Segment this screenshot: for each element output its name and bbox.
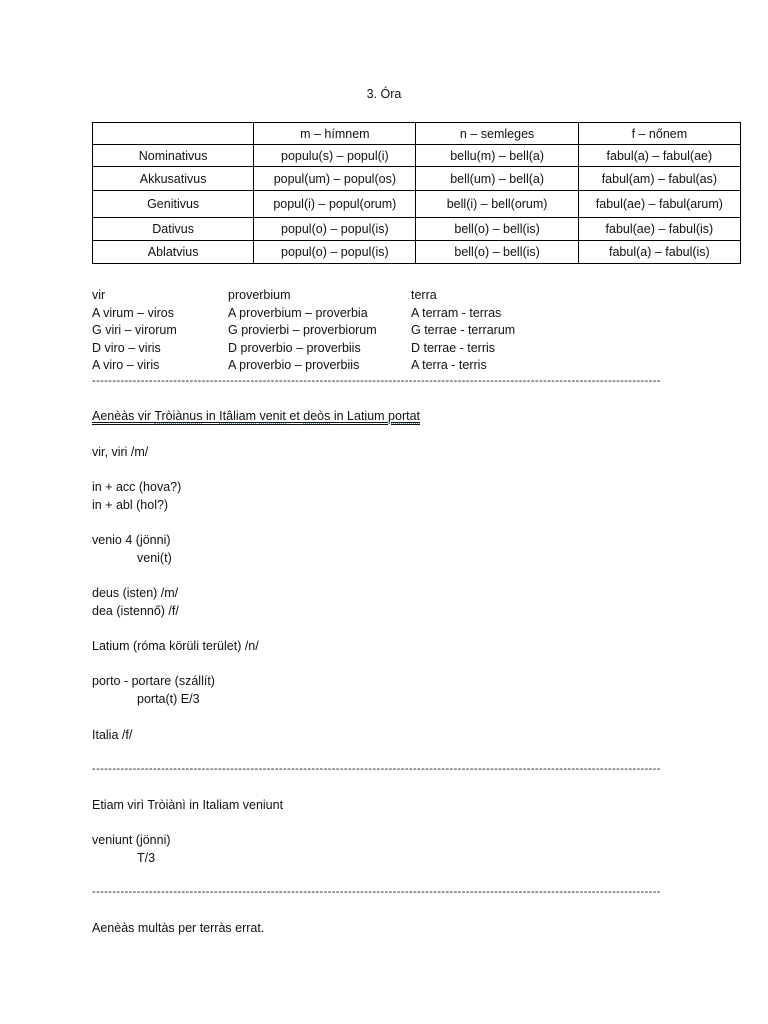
- paradigm-terra: [411, 287, 515, 375]
- separator-line: --------------------------------------------------------------------------------------------------------------------------------------------: [92, 886, 661, 898]
- table-cell: fabul(am) – fabul(as): [578, 167, 740, 191]
- vocab-note: veniunt (jönni): [92, 833, 171, 847]
- table-cell: fabul(ae) – fabul(arum): [578, 191, 740, 218]
- declension-table: [92, 122, 741, 264]
- table-cell: bell(o) – bell(is): [416, 241, 578, 264]
- paradigm-line: G terrae - terrarum: [411, 323, 516, 338]
- table-row: [93, 241, 741, 264]
- table-row: [93, 145, 741, 167]
- table-cell: bell(i) – bell(orum): [416, 191, 578, 218]
- page-title: 3. Óra: [366, 87, 402, 101]
- paradigm-line: G viri – virorum: [92, 323, 177, 338]
- paradigm-line: terra: [411, 288, 437, 302]
- paradigm-line: A terram - terras: [411, 305, 502, 320]
- word: venit: [259, 409, 286, 423]
- vocab-note: veni(t): [137, 551, 172, 565]
- table-cell: popul(um) – popul(os): [254, 167, 416, 191]
- vocab-note: Latium (róma körüli terület) /n/: [92, 639, 259, 653]
- paradigm-line: D proverbio – proverbiis: [228, 340, 361, 355]
- word: Itâliam: [219, 409, 256, 423]
- table-header-row: [93, 123, 741, 145]
- paradigm-line: proverbium: [228, 288, 291, 302]
- table-cell: fabul(a) – fabul(is): [578, 241, 740, 264]
- vocab-note: Italia /f/: [92, 728, 133, 742]
- separator-line: --------------------------------------------------------------------------------------------------------------------------------------------: [92, 375, 661, 387]
- table-header-cell: f – nőnem: [578, 123, 740, 145]
- vocab-note: in + acc (hova?): [92, 480, 182, 494]
- latin-sentence: [92, 409, 420, 423]
- latin-sentence: Etiam virì Tròiànì in Italiam veniunt: [92, 798, 284, 812]
- table-cell: fabul(ae) – fabul(is): [578, 218, 740, 241]
- vocab-note: porta(t) E/3: [137, 692, 200, 706]
- word: et: [285, 409, 304, 423]
- case-name-cell: Dativus: [93, 218, 254, 241]
- paradigm-line: A proverbio – proverbiis: [228, 358, 360, 373]
- paradigm-line: vir: [92, 288, 106, 302]
- case-name-cell: Nominativus: [93, 145, 254, 167]
- vocab-note: porto - portare (szállít): [92, 674, 215, 688]
- paradigm-vir: [92, 287, 177, 375]
- table-cell: bellu(m) – bell(a): [416, 145, 578, 167]
- paradigm-line: D viro – viris: [92, 340, 161, 355]
- table-row: [93, 218, 741, 241]
- table-cell: popul(o) – popul(is): [254, 241, 416, 264]
- vocab-note: vir, viri /m/: [92, 445, 149, 459]
- table-cell: popul(o) – popul(is): [254, 218, 416, 241]
- paradigm-line: A viro – viris: [92, 358, 160, 373]
- table-cell: fabul(a) – fabul(ae): [578, 145, 740, 167]
- table-header-cell: n – semleges: [416, 123, 578, 145]
- table-row: [93, 191, 741, 218]
- latin-sentence: Aenèàs multàs per terràs errat.: [92, 921, 265, 935]
- word: deòs: [303, 409, 331, 423]
- word: Aenèàs vir: [92, 409, 155, 423]
- paradigm-line: D terrae - terris: [411, 340, 496, 355]
- vocab-note: T/3: [137, 851, 156, 865]
- table-header-cell: [93, 123, 254, 145]
- paradigm-proverbium: [228, 287, 377, 375]
- paradigm-line: A proverbium – proverbia: [228, 305, 368, 320]
- word: in Latium: [330, 409, 389, 423]
- vocab-note: in + abl (hol?): [92, 498, 169, 512]
- case-name-cell: Akkusativus: [93, 167, 254, 191]
- paradigm-line: A terra - terris: [411, 358, 487, 373]
- paradigm-line: G provierbi – proverbiorum: [228, 323, 377, 338]
- table-cell: popul(i) – popul(orum): [254, 191, 416, 218]
- vocab-note: dea (istennő) /f/: [92, 604, 179, 618]
- word: in: [202, 409, 220, 423]
- table-row: [93, 167, 741, 191]
- vocab-note: deus (isten) /m/: [92, 586, 179, 600]
- separator-line: --------------------------------------------------------------------------------------------------------------------------------------------: [92, 763, 661, 775]
- table-cell: bell(o) – bell(is): [416, 218, 578, 241]
- word: portat: [388, 409, 421, 423]
- vocab-note: venio 4 (jönni): [92, 533, 171, 547]
- table-header-cell: m – hímnem: [254, 123, 416, 145]
- sentence-part: [92, 409, 420, 424]
- word: Tròiànus: [154, 409, 203, 423]
- table-cell: bell(um) – bell(a): [416, 167, 578, 191]
- table-cell: populu(s) – popul(i): [254, 145, 416, 167]
- case-name-cell: Genitivus: [93, 191, 254, 218]
- case-name-cell: Ablatvius: [93, 241, 254, 264]
- paradigm-line: A virum – viros: [92, 305, 174, 320]
